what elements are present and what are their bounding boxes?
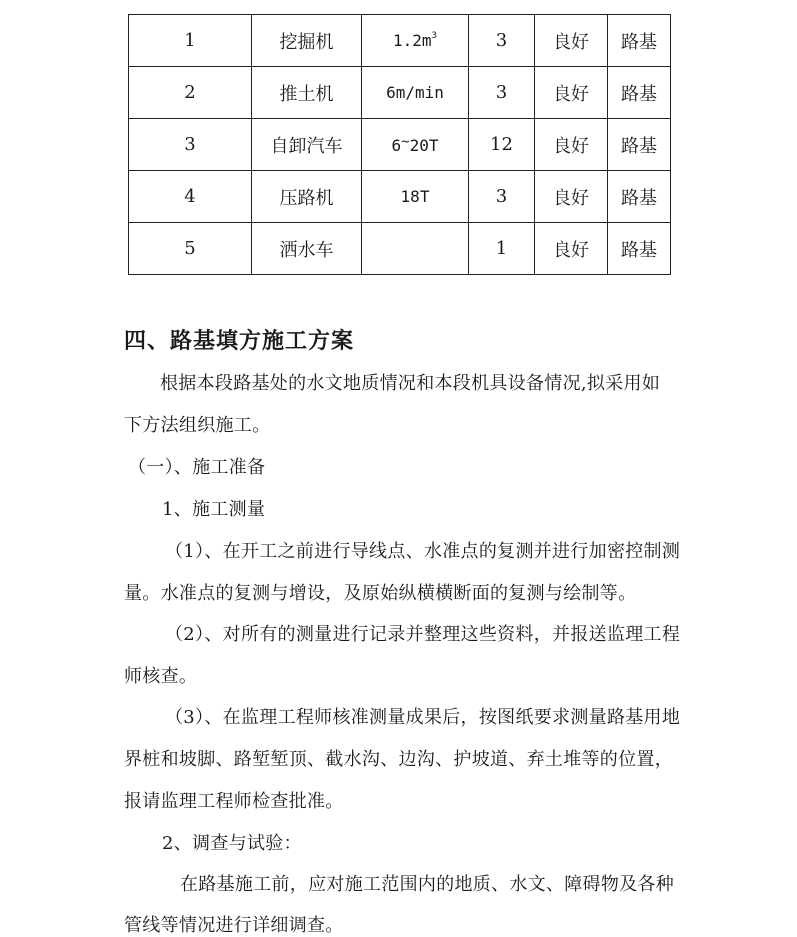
paragraph-line: 在路基施工前，应对施工范围内的地质、水文、障碍物及各种 bbox=[180, 874, 675, 895]
equipment-table bbox=[128, 14, 671, 275]
cell-qty: 3 bbox=[469, 67, 535, 119]
cell-use: 路基 bbox=[608, 15, 671, 67]
intro-line: 下方法组织施工。 bbox=[124, 415, 271, 436]
cell-qty: 1 bbox=[469, 223, 535, 275]
cell-condition: 良好 bbox=[535, 67, 608, 119]
cell-name: 挖掘机 bbox=[252, 15, 362, 67]
item-title: 2、调查与试验： bbox=[162, 833, 302, 854]
section-heading: 四、路基填方施工方案 bbox=[124, 329, 355, 354]
cell-use: 路基 bbox=[608, 119, 671, 171]
table-row bbox=[129, 67, 671, 119]
table-row bbox=[129, 223, 671, 275]
spec-value-pre: 6 bbox=[391, 136, 402, 155]
cell-spec: 18T bbox=[362, 171, 469, 223]
cell-use: 路基 bbox=[608, 223, 671, 275]
cell-qty: 12 bbox=[469, 119, 535, 171]
cell-condition: 良好 bbox=[535, 171, 608, 223]
cell-name: 洒水车 bbox=[252, 223, 362, 275]
item-title: 1、施工测量 bbox=[162, 499, 266, 520]
cell-no: 5 bbox=[129, 223, 252, 275]
intro-line: 根据本段路基处的水文地质情况和本段机具设备情况,拟采用如 bbox=[160, 373, 661, 394]
cell-qty: 3 bbox=[469, 15, 535, 67]
spec-superscript: 3 bbox=[431, 31, 437, 41]
cell-no: 1 bbox=[129, 15, 252, 67]
paragraph-line: （2）、对所有的测量进行记录并整理这些资料，并报送监理工程 bbox=[165, 624, 681, 645]
cell-spec bbox=[362, 15, 469, 67]
subsection-title: （一）、施工准备 bbox=[128, 457, 266, 478]
cell-spec bbox=[362, 119, 469, 171]
cell-condition: 良好 bbox=[535, 223, 608, 275]
cell-name: 压路机 bbox=[252, 171, 362, 223]
cell-name: 推土机 bbox=[252, 67, 362, 119]
paragraph-line: （3）、在监理工程师核准测量成果后，按图纸要求测量路基用地 bbox=[165, 707, 681, 728]
table-row bbox=[129, 15, 671, 67]
spec-value: 1.2m bbox=[393, 31, 432, 50]
cell-spec: 6m/min bbox=[362, 67, 469, 119]
paragraph-line: （1）、在开工之前进行导线点、水准点的复测并进行加密控制测 bbox=[165, 541, 681, 562]
table-row bbox=[129, 119, 671, 171]
cell-no: 2 bbox=[129, 67, 252, 119]
cell-condition: 良好 bbox=[535, 15, 608, 67]
cell-no: 3 bbox=[129, 119, 252, 171]
paragraph-line: 界桩和坡脚、路堑堑顶、截水沟、边沟、护坡道、弃土堆等的位置， bbox=[124, 749, 673, 770]
cell-qty: 3 bbox=[469, 171, 535, 223]
cell-use: 路基 bbox=[608, 171, 671, 223]
paragraph-line: 管线等情况进行详细调查。 bbox=[124, 915, 344, 936]
paragraph-line: 报请监理工程师检查批准。 bbox=[124, 791, 344, 812]
spec-tilde: ~ bbox=[401, 134, 410, 150]
cell-use: 路基 bbox=[608, 67, 671, 119]
table-row bbox=[129, 171, 671, 223]
cell-no: 4 bbox=[129, 171, 252, 223]
paragraph-line: 师核查。 bbox=[124, 666, 198, 687]
cell-spec bbox=[362, 223, 469, 275]
cell-name: 自卸汽车 bbox=[252, 119, 362, 171]
cell-condition: 良好 bbox=[535, 119, 608, 171]
spec-value-post: 20T bbox=[409, 136, 439, 155]
paragraph-line: 量。水准点的复测与增设，及原始纵横横断面的复测与绘制等。 bbox=[124, 583, 637, 604]
